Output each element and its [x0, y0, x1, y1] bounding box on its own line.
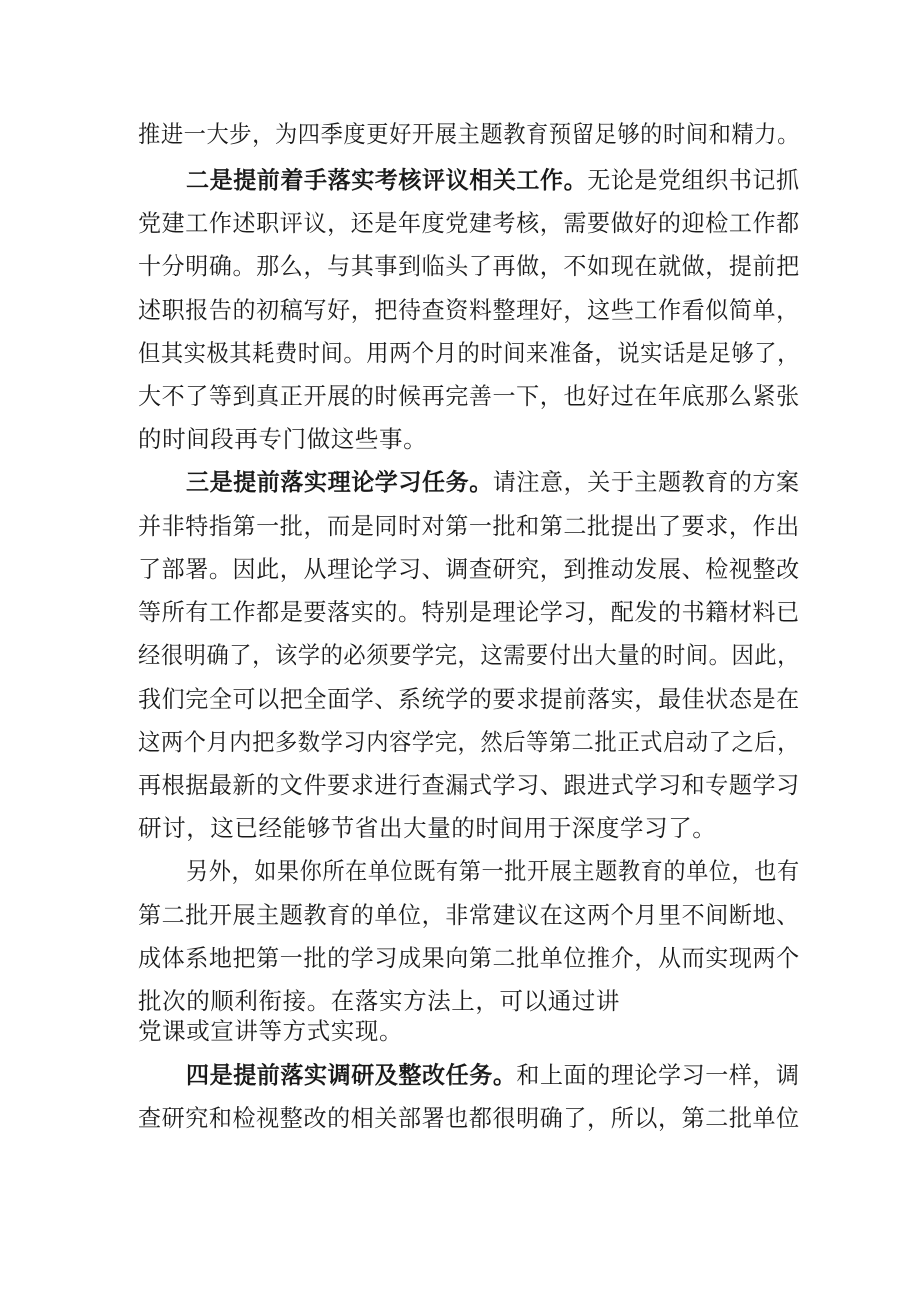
line-text: 另外，如果你所在单位既有第一批开展主题教育的单位，也有 [186, 857, 800, 885]
line-text: 成体系地把第一批的学习成果向第二批单位推介，从而实现两个 [138, 944, 800, 972]
line-text: 无论是党组织书记抓 [587, 166, 800, 194]
line-text: 请注意，关于主题教育的方案 [492, 468, 800, 496]
text-line [186, 467, 800, 497]
text-line [138, 1103, 800, 1133]
line-text: 等所有工作都是要落实的。特别是理论学习，配发的书籍材料已 [138, 598, 800, 626]
line-text: 经很明确了，该学的必须要学完，这需要付出大量的时间。因此， [138, 641, 800, 669]
line-text: 再根据最新的文件要求进行查漏式学习、跟进式学习和专题学习 [138, 771, 800, 799]
text-line [138, 511, 800, 541]
line-text: 十分明确。那么，与其事到临头了再做，不如现在就做，提前把 [138, 252, 800, 280]
text-line [138, 554, 800, 584]
text-line [138, 770, 800, 800]
text-line [138, 640, 800, 670]
line-text: 党建工作述职评议，还是年度党建考核，需要做好的迎检工作都 [138, 209, 800, 237]
line-text: 推进一大步，为四季度更好开展主题教育预留足够的时间和精力。 [138, 120, 800, 148]
text-line [138, 208, 800, 238]
line-text: 研讨，这已经能够节省出大量的时间用于深度学习了。 [138, 814, 717, 842]
paragraph-heading: 四是提前落实调研及整改任务。 [186, 1061, 517, 1089]
text-line [138, 597, 800, 627]
line-text: 这两个月内把多数学习内容学完，然后等第二批正式启动了之后， [138, 728, 800, 756]
line-text: 我们完全可以把全面学、系统学的要求提前落实，最佳状态是在 [138, 685, 800, 713]
line-text: 大不了等到真正开展的时候再完善一下，也好过在年底那么紧张 [138, 382, 800, 410]
line-text: 但其实极其耗费时间。用两个月的时间来准备，说实话是足够了， [138, 339, 800, 367]
text-line [138, 1016, 403, 1046]
line-text: 的时间段再专门做这些事。 [138, 425, 428, 453]
text-line [138, 381, 800, 411]
text-line [138, 684, 800, 714]
text-line [138, 943, 800, 973]
line-text: 第二批开展主题教育的单位，非常建议在这两个月里不间断地、 [138, 901, 800, 929]
text-line [138, 813, 716, 843]
text-line [186, 1060, 800, 1090]
text-line [138, 295, 800, 325]
text-line [138, 338, 800, 368]
line-text: 并非特指第一批，而是同时对第一批和第二批提出了要求，作出 [138, 512, 800, 540]
line-text: 批次的顺利衔接。在落实方法上，可以通过讲 [138, 987, 620, 1015]
line-text: 述职报告的初稿写好，把待查资料整理好，这些工作看似简单， [138, 296, 800, 324]
text-line [138, 251, 800, 281]
text-line [186, 856, 800, 886]
text-line [138, 986, 620, 1016]
line-text: 和上面的理论学习一样，调 [516, 1061, 800, 1089]
text-line [186, 165, 800, 195]
line-text: 了部署。因此，从理论学习、调查研究，到推动发展、检视整改 [138, 555, 800, 583]
text-line [138, 119, 800, 149]
text-line [138, 424, 427, 454]
line-text: 党课或宣讲等方式实现。 [138, 1017, 404, 1045]
paragraph-heading: 二是提前着手落实考核评议相关工作。 [186, 166, 588, 194]
text-line [138, 900, 800, 930]
line-text: 查研究和检视整改的相关部署也都很明确了，所以，第二批单位 [138, 1104, 800, 1132]
text-line [138, 727, 800, 757]
paragraph-heading: 三是提前落实理论学习任务。 [186, 468, 493, 496]
